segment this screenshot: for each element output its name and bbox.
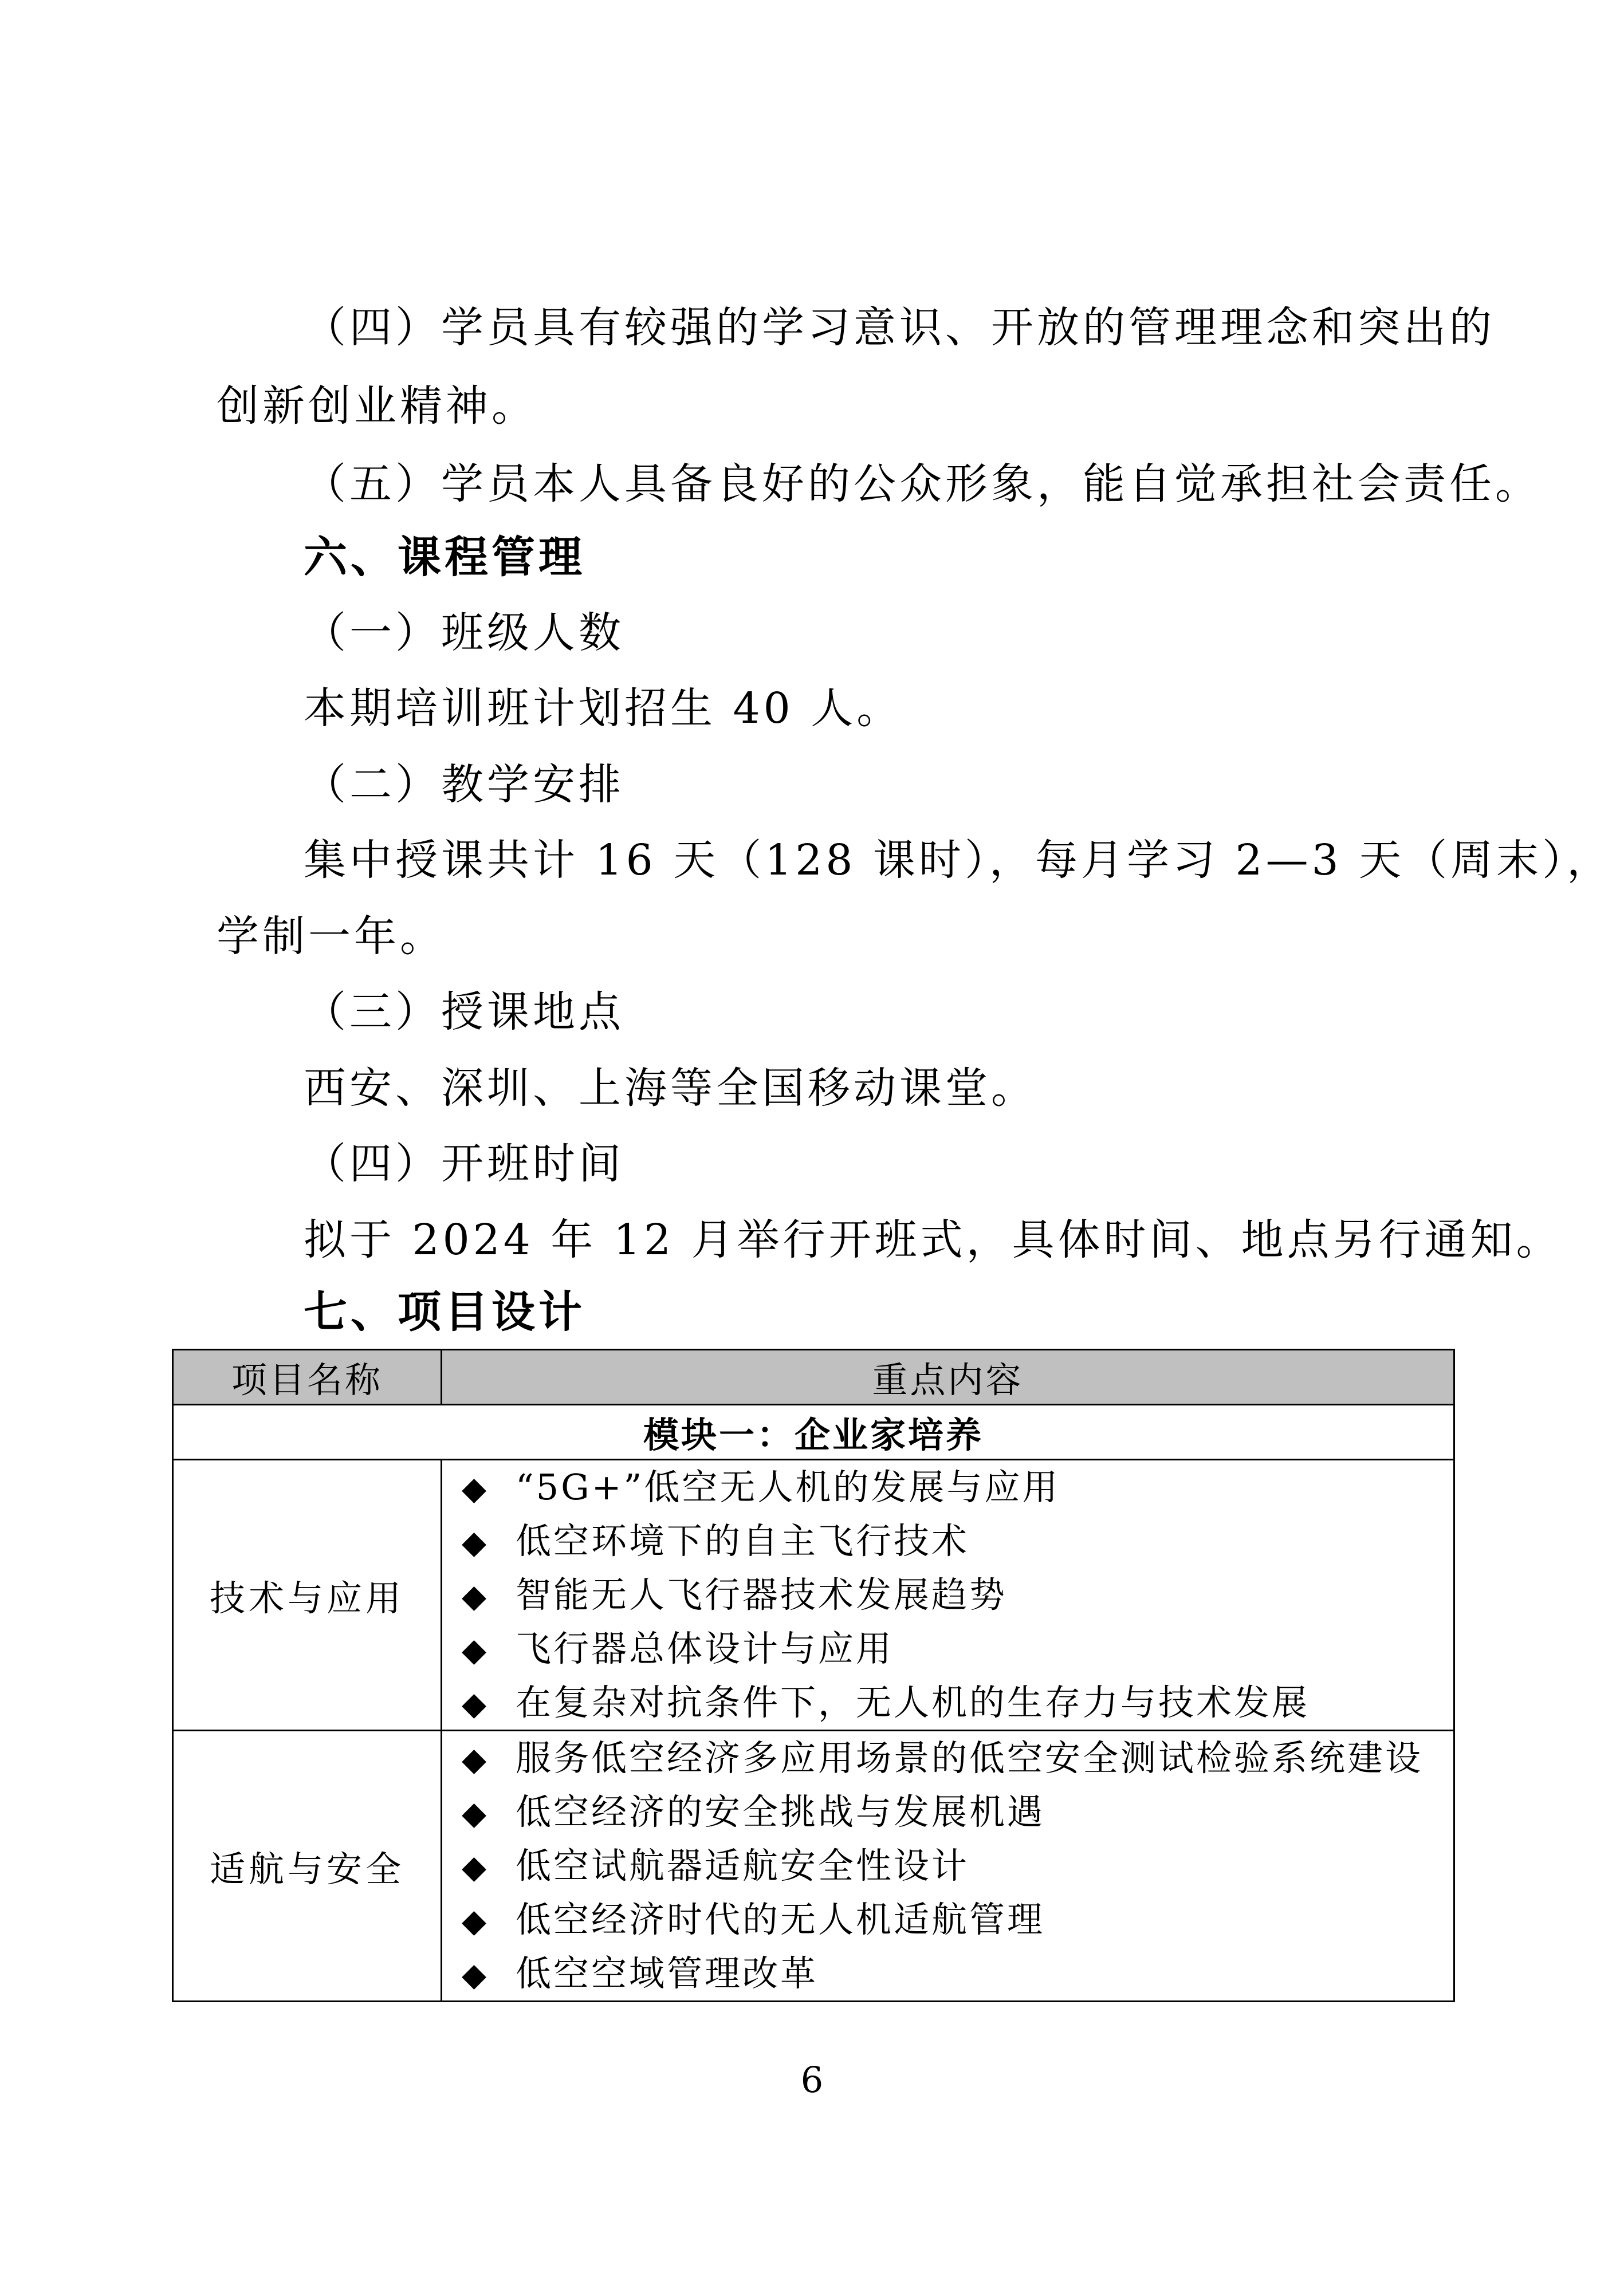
list-item-text: “5G+”低空无人机的发展与应用 bbox=[516, 1466, 1060, 1508]
subsection-heading: （四）开班时间 bbox=[304, 1139, 624, 1188]
list-item-text: 低空试航器适航安全性设计 bbox=[516, 1845, 970, 1887]
project-name-cell: 技术与应用 bbox=[173, 1460, 442, 1731]
list-item-text: 低空经济时代的无人机适航管理 bbox=[516, 1899, 1045, 1940]
key-content-cell bbox=[442, 1460, 1454, 1731]
module-title-row bbox=[173, 1405, 1454, 1460]
diamond-bullet-icon: ◆ bbox=[462, 1632, 489, 1669]
paragraph-line: 本期培训班计划招生 40 人。 bbox=[304, 684, 903, 733]
list-item-text: 智能无人飞行器技术发展趋势 bbox=[516, 1574, 1008, 1616]
subsection-heading: （一）班级人数 bbox=[304, 608, 624, 657]
diamond-bullet-icon: ◆ bbox=[462, 1903, 489, 1940]
diamond-bullet-icon: ◆ bbox=[462, 1956, 489, 1994]
project-design-table bbox=[172, 1349, 1453, 2002]
page-number: 6 bbox=[800, 2059, 824, 2101]
paragraph-line: 集中授课共计 16 天（128 课时），每月学习 2—3 天（周末）， bbox=[304, 836, 1613, 885]
list-item bbox=[462, 1731, 1453, 1785]
paragraph-line: （四）学员具有较强的学习意识、开放的管理理念和突出的 bbox=[304, 303, 1495, 352]
column-header-content: 重点内容 bbox=[442, 1350, 1454, 1405]
list-item bbox=[462, 1568, 1453, 1622]
paragraph-line: 学制一年。 bbox=[217, 912, 446, 961]
section-heading: 七、项目设计 bbox=[304, 1286, 585, 1337]
diamond-bullet-icon: ◆ bbox=[462, 1685, 489, 1723]
list-item-text: 低空经济的安全挑战与发展机遇 bbox=[516, 1791, 1045, 1833]
module-title: 模块一：企业家培养 bbox=[173, 1405, 1454, 1460]
section-heading: 六、课程管理 bbox=[304, 531, 585, 582]
diamond-bullet-icon: ◆ bbox=[462, 1795, 489, 1832]
paragraph-line: 创新创业精神。 bbox=[217, 381, 537, 431]
table-row bbox=[173, 1731, 1454, 2002]
paragraph-line: （五）学员本人具备良好的公众形象，能自觉承担社会责任。 bbox=[304, 459, 1541, 509]
list-item bbox=[462, 1785, 1453, 1839]
list-item-text: 服务低空经济多应用场景的低空安全测试检验系统建设 bbox=[516, 1737, 1424, 1779]
project-name-cell: 适航与安全 bbox=[173, 1731, 442, 2002]
key-content-cell bbox=[442, 1731, 1454, 2002]
diamond-bullet-icon: ◆ bbox=[462, 1524, 489, 1561]
table-header-row bbox=[173, 1350, 1454, 1405]
list-item-text: 低空环境下的自主飞行技术 bbox=[516, 1520, 970, 1562]
list-item bbox=[462, 1514, 1453, 1568]
subsection-heading: （二）教学安排 bbox=[304, 760, 624, 809]
list-item bbox=[462, 1622, 1453, 1676]
list-item-text: 飞行器总体设计与应用 bbox=[516, 1628, 894, 1669]
paragraph-line: 拟于 2024 年 12 月举行开班式，具体时间、地点另行通知。 bbox=[304, 1215, 1562, 1265]
diamond-bullet-icon: ◆ bbox=[462, 1470, 489, 1507]
paragraph-line: 西安、深圳、上海等全国移动课堂。 bbox=[304, 1064, 1037, 1113]
list-item bbox=[462, 1460, 1453, 1514]
list-item bbox=[462, 1839, 1453, 1893]
list-item bbox=[462, 1947, 1453, 2000]
column-header-name: 项目名称 bbox=[173, 1350, 442, 1405]
subsection-heading: （三）授课地点 bbox=[304, 987, 624, 1037]
list-item-text: 低空空域管理改革 bbox=[516, 1952, 819, 1994]
list-item bbox=[462, 1676, 1453, 1730]
table-row bbox=[173, 1460, 1454, 1731]
diamond-bullet-icon: ◆ bbox=[462, 1578, 489, 1615]
list-item bbox=[462, 1893, 1453, 1947]
diamond-bullet-icon: ◆ bbox=[462, 1849, 489, 1886]
diamond-bullet-icon: ◆ bbox=[462, 1741, 489, 1778]
list-item-text: 在复杂对抗条件下，无人机的生存力与技术发展 bbox=[516, 1681, 1310, 1723]
